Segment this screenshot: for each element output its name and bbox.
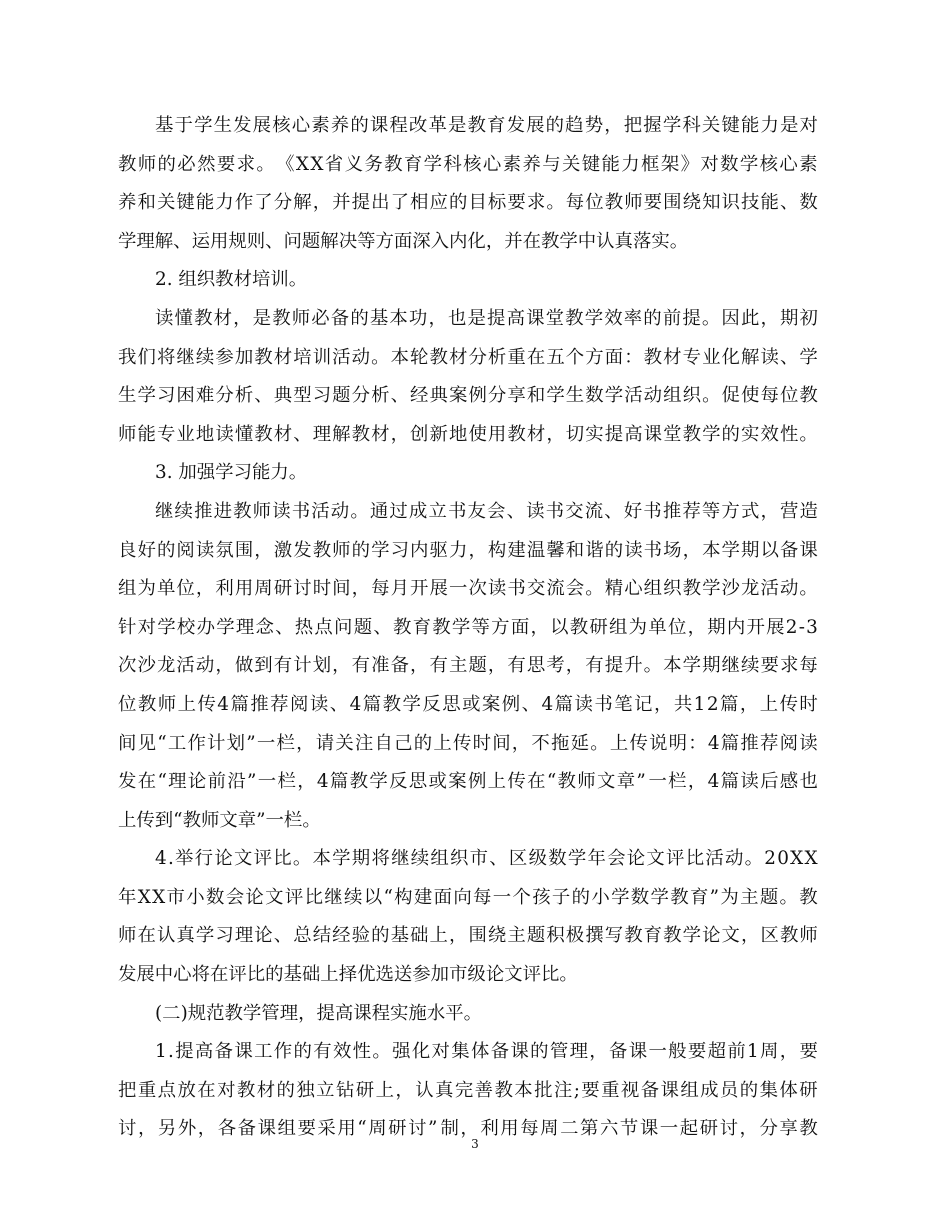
text-line: 我 们 将 继 续 参 加 教 材 培 训 活 动 。 本 轮 教 材 分 析 重 在 五 个 方 面 ： 教 材 专 业 化 解 读 、 学	[118, 346, 818, 368]
text-line: 师 在 认 真 学 习 理 论 、 总 结 经 验 的 基 础 上 ， 围 绕 主 题 积 极 撰 写 教 育 教 学 论 文 ， 区 教 师	[118, 925, 818, 947]
text-line: 上传到“教师文章”一栏。	[118, 809, 321, 831]
text-line: 养 和 关 键 能 力 作 了 分 解 ， 并 提 出 了 相 应 的 目 标 要 求 。 每 位 教 师 要 围 绕 知 识 技 能 、 数	[118, 192, 818, 214]
text-line: 生 学 习 困 难 分 析 、 典 型 习 题 分 析 、 经 典 案 例 分 享 和 学 生 数 学 活 动 组 织 。 促 使 每 位 教	[118, 385, 818, 407]
section-heading	[118, 995, 818, 1034]
section-heading	[118, 261, 818, 300]
text-line: (二)规范教学管理，提高课程实施水平。	[155, 1002, 482, 1024]
text-line: 学理解、运用规则、问题解决等方面深入内化，并在教学中认真落实。	[118, 230, 689, 252]
text-line: 1 . 提 高 备 课 工 作 的 有 效 性 。 强 化 对 集 体 备 课 的 管 理 ， 备 课 一 般 要 超 前 1 周 ， 要	[155, 1041, 818, 1063]
text-line: 把 重 点 放 在 对 教 材 的 独 立 钻 研 上 ， 认 真 完 善 教 本 批 注 ; 要 重 视 备 课 组 成 员 的 集 体 研	[118, 1079, 818, 1101]
paragraph	[118, 840, 818, 994]
text-line: 针 对 学 校 办 学 理 念 、 热 点 问 题 、 教 育 教 学 等 方 面 ， 以 教 研 组 为 单 位 ， 期 内 开 展 2 - 3	[118, 616, 818, 638]
paragraph	[118, 493, 818, 840]
text-line: 间 见 “ 工 作 计 划 ” 一 栏 ， 请 关 注 自 己 的 上 传 时 间 ， 不 拖 延 。 上 传 说 明 ： 4 篇 推 荐 阅 读	[118, 732, 818, 754]
paragraph	[118, 300, 818, 454]
section-heading	[118, 454, 818, 493]
text-line: 年 X X 市 小 数 会 论 文 评 比 继 续 以 “ 构 建 面 向 每 一 个 孩 子 的 小 学 数 学 教 育 ” 为 主 题 。 教	[118, 886, 818, 908]
text-line: 次 沙 龙 活 动 ， 做 到 有 计 划 ， 有 准 备 ， 有 主 题 ， 有 思 考 ， 有 提 升 。 本 学 期 继 续 要 求 每	[118, 655, 818, 677]
text-line: 2. 组织教材培训。	[155, 269, 308, 291]
paragraph	[118, 107, 818, 261]
text-line: 3. 加强学习能力。	[155, 462, 308, 484]
text-line: 发展中心将在评比的基础上择优选送参加市级论文评比。	[118, 964, 578, 986]
text-line: 继 续 推 进 教 师 读 书 活 动 。 通 过 成 立 书 友 会 、 读 书 交 流 、 好 书 推 荐 等 方 式 ， 营 造	[155, 500, 818, 522]
text-line: 讨 ， 另 外 ， 各 备 课 组 要 采 用 “ 周 研 讨 ” 制 ， 利 用 每 周 二 第 六 节 课 一 起 研 讨 ， 分 享 教	[118, 1118, 818, 1140]
text-line: 组 为 单 位 ， 利 用 周 研 讨 时 间 ， 每 月 开 展 一 次 读 书 交 流 会 。 精 心 组 织 教 学 沙 龙 活 动 。	[118, 578, 818, 600]
text-line: 师 能 专 业 地 读 懂 教 材 、 理 解 教 材 ， 创 新 地 使 用 教 材 ， 切 实 提 高 课 堂 教 学 的 实 效 性 。	[118, 423, 818, 445]
paragraph	[118, 1033, 818, 1149]
text-line: 良 好 的 阅 读 氛 围 ， 激 发 教 师 的 学 习 内 驱 力 ， 构 建 温 馨 和 谐 的 读 书 场 ， 本 学 期 以 备 课	[118, 539, 818, 561]
text-line: 4 . 举 行 论 文 评 比 。 本 学 期 将 继 续 组 织 市 、 区 级 数 学 年 会 论 文 评 比 活 动 。 2 0 X X	[155, 848, 818, 870]
document-body	[118, 107, 818, 1149]
text-line: 位 教 师 上 传 4 篇 推 荐 阅 读 、 4 篇 教 学 反 思 或 案 例 、 4 篇 读 书 笔 记 ， 共 1 2 篇 ， 上 传 时	[118, 693, 818, 715]
text-line: 教 师 的 必 然 要 求 。 《 X X 省 义 务 教 育 学 科 核 心 素 养 与 关 键 能 力 框 架 》 对 数 学 核 心 素	[118, 153, 818, 175]
text-line: 读 懂 教 材 ， 是 教 师 必 备 的 基 本 功 ， 也 是 提 高 课 堂 教 学 效 率 的 前 提 。 因 此 ， 期 初	[155, 307, 818, 329]
text-line: 基 于 学 生 发 展 核 心 素 养 的 课 程 改 革 是 教 育 发 展 的 趋 势 ， 把 握 学 科 关 键 能 力 是 对	[155, 115, 818, 136]
page-number: 3	[471, 1137, 479, 1151]
text-line: 发 在 “ 理 论 前 沿 ” 一 栏 ， 4 篇 教 学 反 思 或 案 例 上 传 在 “ 教 师 文 章 ” 一 栏 ， 4 篇 读 后 感 也	[118, 771, 818, 793]
